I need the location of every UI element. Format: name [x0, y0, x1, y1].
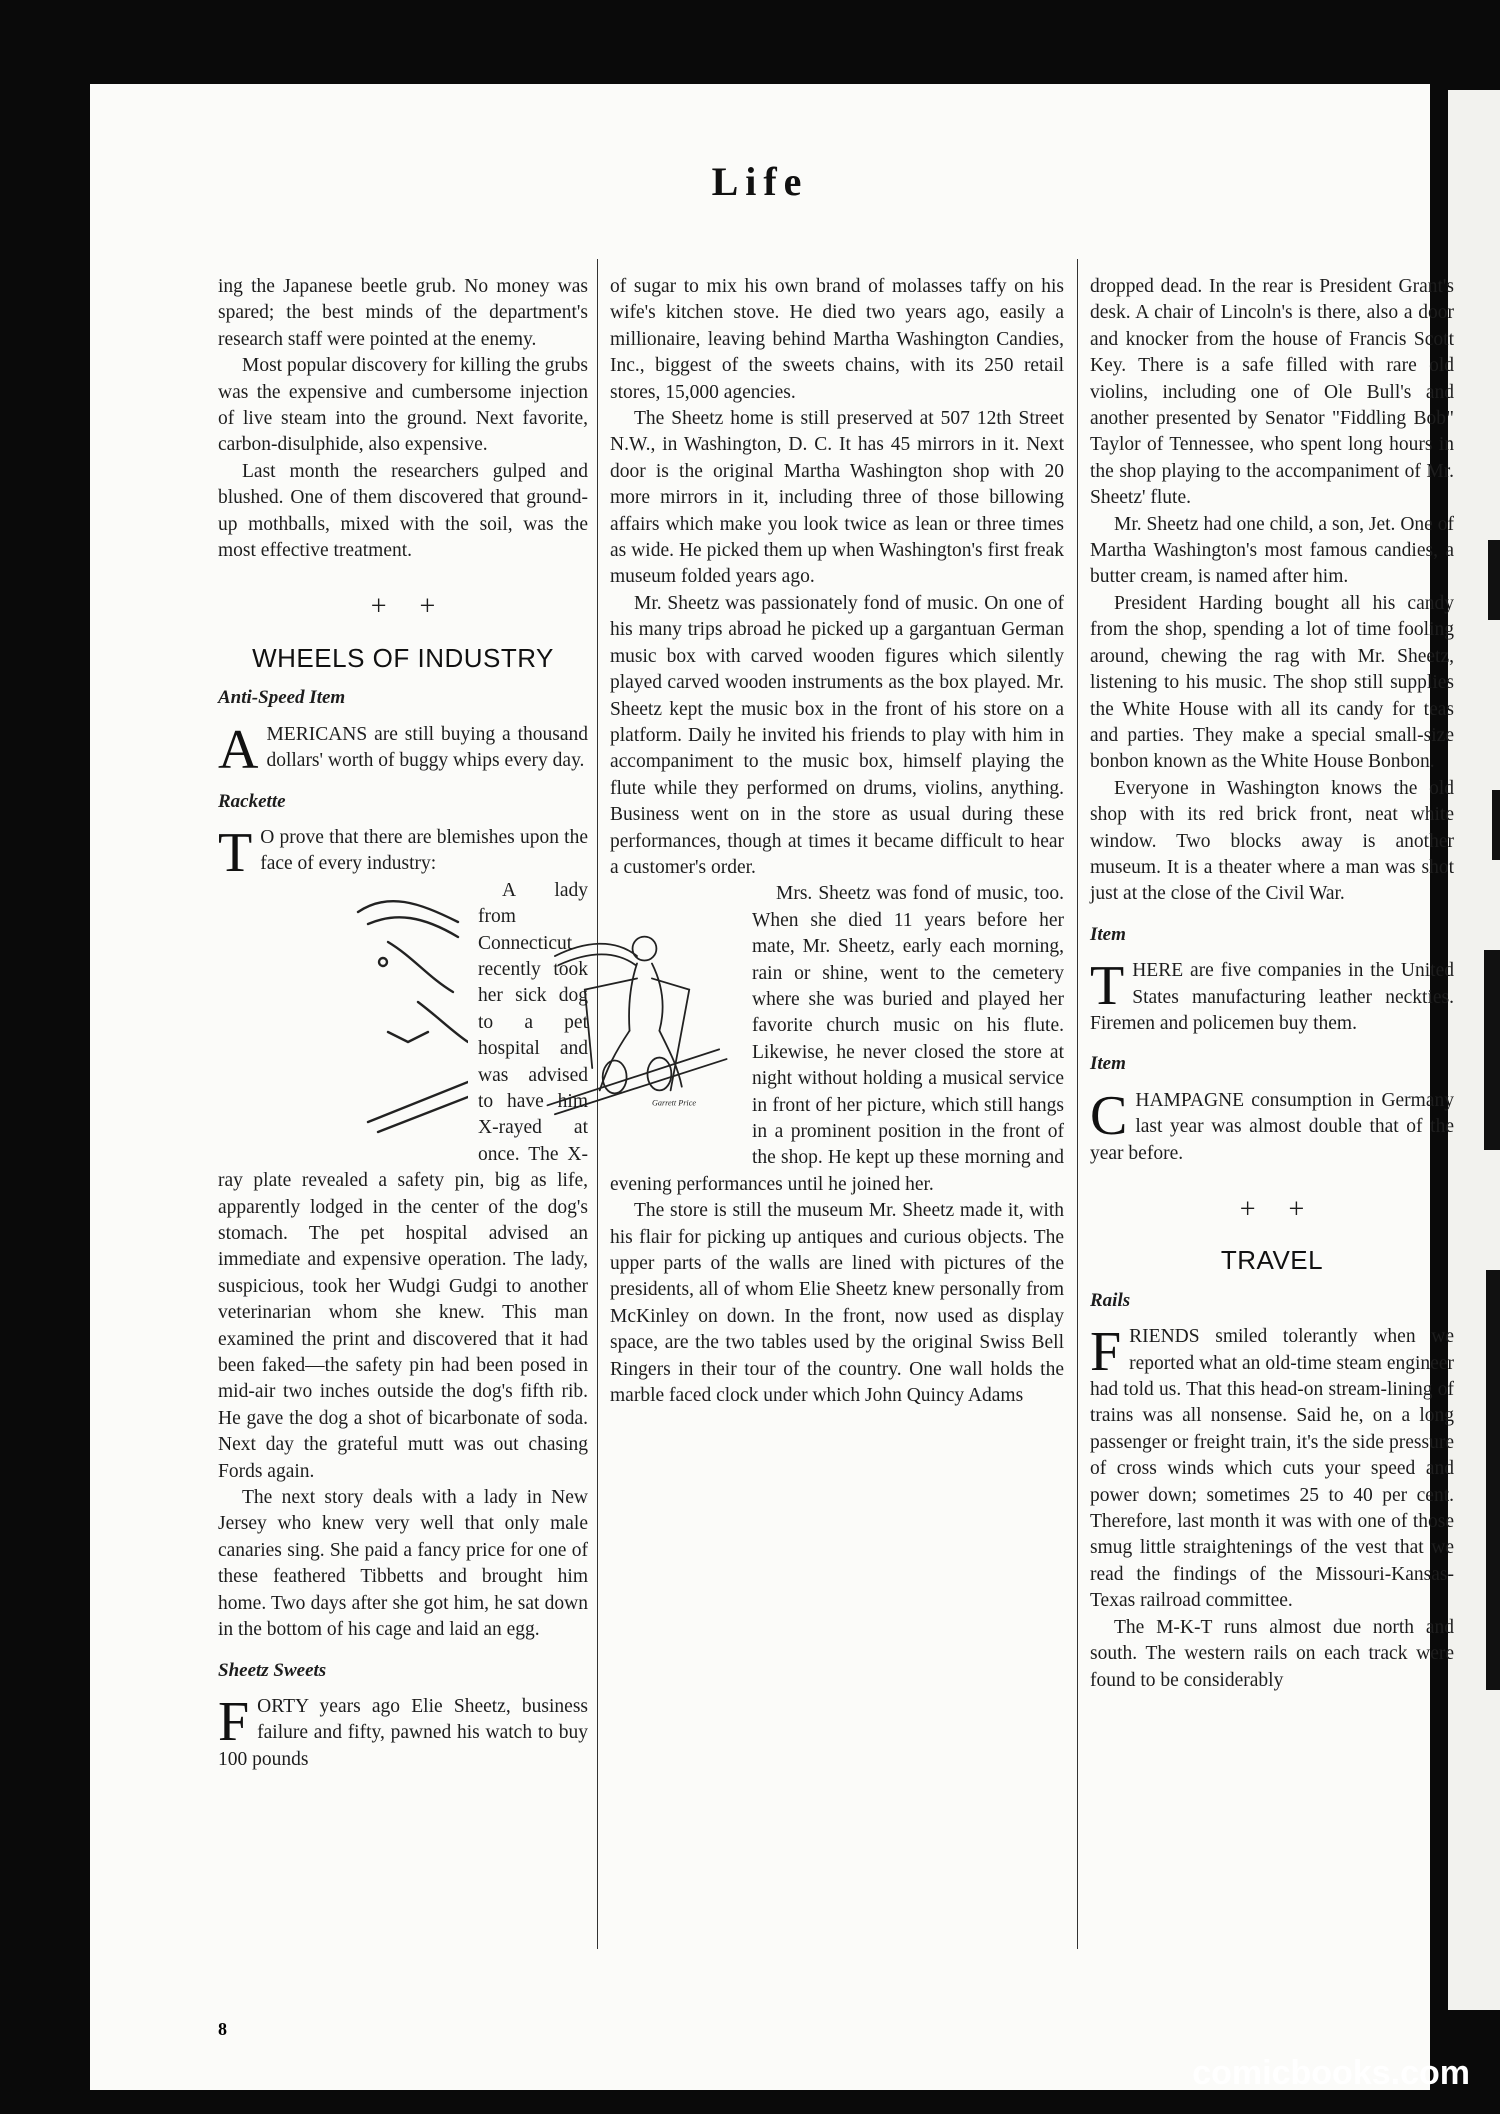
paragraph: ing the Japanese beetle grub. No money was spared; the best minds of the department's research staff were pointed at the enemy.	[218, 276, 588, 350]
paragraph: The next story deals with a lady in New Jersey who knew very well that only male canaries sing. She paid a fancy price for one of these feathered Tibbetts and brought him home. Two days after she got him, he sat down in the bottom of his cage and laid an egg.	[218, 1487, 588, 1641]
item-heading: Anti-Speed Item	[218, 687, 346, 709]
drop-cap: A	[218, 718, 259, 781]
paragraph: Most popular discovery for killing the grubs was the expensive and cumbersome injection of live steam into the ground. Next favorite, carbon-disulphide, also expensive.	[218, 355, 588, 456]
paragraph	[1090, 1321, 1454, 1614]
paragraph-text: ORTY years ago Elie Sheetz, business failure and fifty, pawned his watch to buy 100 pounds	[218, 1695, 588, 1770]
paragraph-text: MERICANS are still buying a thousand dollars' worth of buggy whips every day.	[266, 723, 588, 772]
item-heading: Item	[1090, 923, 1126, 945]
paragraph-text: O prove that there are blemishes upon the face of every industry:	[260, 826, 588, 875]
item-heading: Sheetz Sweets	[218, 1659, 327, 1681]
paragraph: dropped dead. In the rear is President Grant's desk. A chair of Lincoln's is there, also a door and knocker from the house of Francis Scott Key. There is a safe filled with rare old violins, including one of Ole Bull's and another presented by Senator "Fiddling Bob" Taylor of Tennessee, who spent long hours in the shop playing to the accompaniment of Mr. Sheetz' flute.	[1090, 276, 1454, 509]
drop-cap: T	[1090, 955, 1125, 1018]
paragraph-text: HERE are five companies in the United States manufacturing leather neckties. Firemen and policemen buy them.	[1090, 960, 1454, 1034]
adjacent-page-edge	[1448, 90, 1500, 2010]
page-number: 8	[218, 2019, 227, 2039]
section-divider: + +	[1239, 1194, 1305, 1225]
column-rule	[1077, 259, 1078, 1949]
paragraph	[1090, 955, 1454, 1037]
paragraph	[218, 718, 588, 781]
item-heading: Rails	[1090, 1289, 1131, 1311]
paragraph	[1090, 1084, 1454, 1167]
paragraph: Mrs. Sheetz was fond of music, too. When she died 11 years before her mate, Mr. Sheetz, early each morning, rain or shine, went to the cemetery where she was buried and played her favorite church music on his flute. Likewise, he never closed the store at night without holding a musical service in front of her picture, which still hangs in a prominent position in the front of the shop. He kept up these morning and evening performances until he joined her.	[610, 883, 1064, 1195]
paragraph: The store is still the museum Mr. Sheetz made it, with his flair for picking up antiques and curious objects. The upper parts of the walls are lined with pictures of the presidents, all of whom Elie Sheetz knew personally from McKinley on down. In the front, now used as display space, are the two tables used by the original Swiss Bell Ringers in their tour of the country. One wall holds the marble faced clock under which John Quincy Adams	[610, 1200, 1064, 1407]
paragraph-text: RIENDS smiled tolerantly when we reported what an old-time steam engineer had told us. That this head-on stream-lining of trains was all nonsense. Said he, on a long passenger or freight train, it's the side pressure of cross winds which cuts your speed and power down; sometimes 25 to 40 per cent. Therefore, last month it was with one of those smug little straightenings of the vest that we read the findings of the Missouri-Kansas-Texas railroad committee.	[1090, 1326, 1454, 1612]
skier-illustration-left-half	[218, 882, 468, 1148]
paragraph: Mr. Sheetz was passionately fond of music. On one of his many trips abroad he picked up a gargantuan German music box with carved wooden figures which silently played carved wooden instruments as the box played. Mr. Sheetz kept the music box in the front of his store on a platform. Daily he invited his friends to play with him in accompaniment to the music box, himself playing the flute while they performed on drums, violins, anything. Business went on in the store as usual during these performances, though at times it became difficult to hear a customer's order.	[610, 592, 1064, 878]
paragraph: Everyone in Washington knows the old shop with its red brick front, neat white window. Two blocks away is another museum. It is a theater where a man was shot just at the close of the Civil War.	[1090, 777, 1454, 905]
paragraph: Last month the researchers gulped and blushed. One of them discovered that ground-up mothballs, mixed with the soil, was the most effective treatment.	[218, 460, 588, 562]
paragraph: The M-K-T runs almost due north and south. The western rails on each track were found to be considerably	[1090, 1616, 1454, 1691]
paragraph: Mr. Sheetz had one child, a son, Jet. One of Martha Washington's most famous candies, a butter cream, is named after him.	[1090, 513, 1454, 588]
paragraph: of sugar to mix his own brand of molasses taffy on his wife's kitchen stove. He died two years ago, easily a millionaire, leaving behind Martha Washington Candies, Inc., biggest of the sweets chains, with its 250 retail stores, 15,000 agencies.	[610, 276, 1064, 403]
masthead: Life	[711, 159, 809, 204]
drop-cap: F	[1090, 1321, 1122, 1384]
column-3	[1090, 274, 1454, 1694]
drop-cap: F	[218, 1690, 250, 1753]
drop-cap: C	[1090, 1084, 1128, 1147]
paragraph	[218, 821, 588, 884]
paragraph: The Sheetz home is still preserved at 507 12th Street N.W., in Washington, D. C. It has 45 mirrors in it. Next door is the original Martha Washington shop with 20 more mirrors in it, including three of those billowing affairs which make you look twice as lean or three times as wide. He picked them up when Washington's first freak museum folded years ago.	[610, 408, 1064, 588]
item-heading: Item	[1090, 1053, 1126, 1075]
drop-cap: T	[218, 821, 253, 884]
section-heading: TRAVEL	[1220, 1245, 1324, 1276]
watermark: comicbooks.com	[1192, 2054, 1470, 2092]
paragraph-text: HAMPAGNE consumption in Germany last year was almost double that of the year before.	[1090, 1089, 1454, 1164]
column-1	[218, 274, 588, 1773]
skier-illustration	[540, 885, 740, 1151]
paragraph	[218, 1690, 588, 1773]
paragraph: President Harding bought all his candy from the shop, spending a lot of time fooling around, chewing the rag with Mr. Sheetz, listening to his music. The shop still supplies the White House with all its candy for teas and parties. They make a special small-size bonbon known as the White House Bonbon.	[1090, 592, 1454, 773]
section-divider: + +	[370, 591, 436, 623]
illustration-signature: Garrett Price	[651, 1098, 696, 1108]
column-2	[610, 274, 1064, 1409]
magazine-page	[90, 84, 1454, 2090]
paragraph: A lady from Connecticut recently took her sick dog to a pet hospital and was advised to have him X-rayed at once. The X-ray plate revealed a safety pin, big as life, apparently lodged in the center of the dog's stomach. The pet hospital advised an immediate and expensive operation. The lady, suspicious, took her Wudgi Gudgi to another veterinarian whom she knew. This man examined the print and discovered that it had been faked—the safety pin had been posed in mid-air two inches outside the dog's fifth rib. He gave the dog a shot of bicarbonate of soda. Next day the grateful mutt was out chasing Fords again.	[218, 879, 588, 1482]
section-heading: WHEELS OF INDUSTRY	[252, 642, 554, 673]
item-heading: Rackette	[218, 790, 286, 812]
